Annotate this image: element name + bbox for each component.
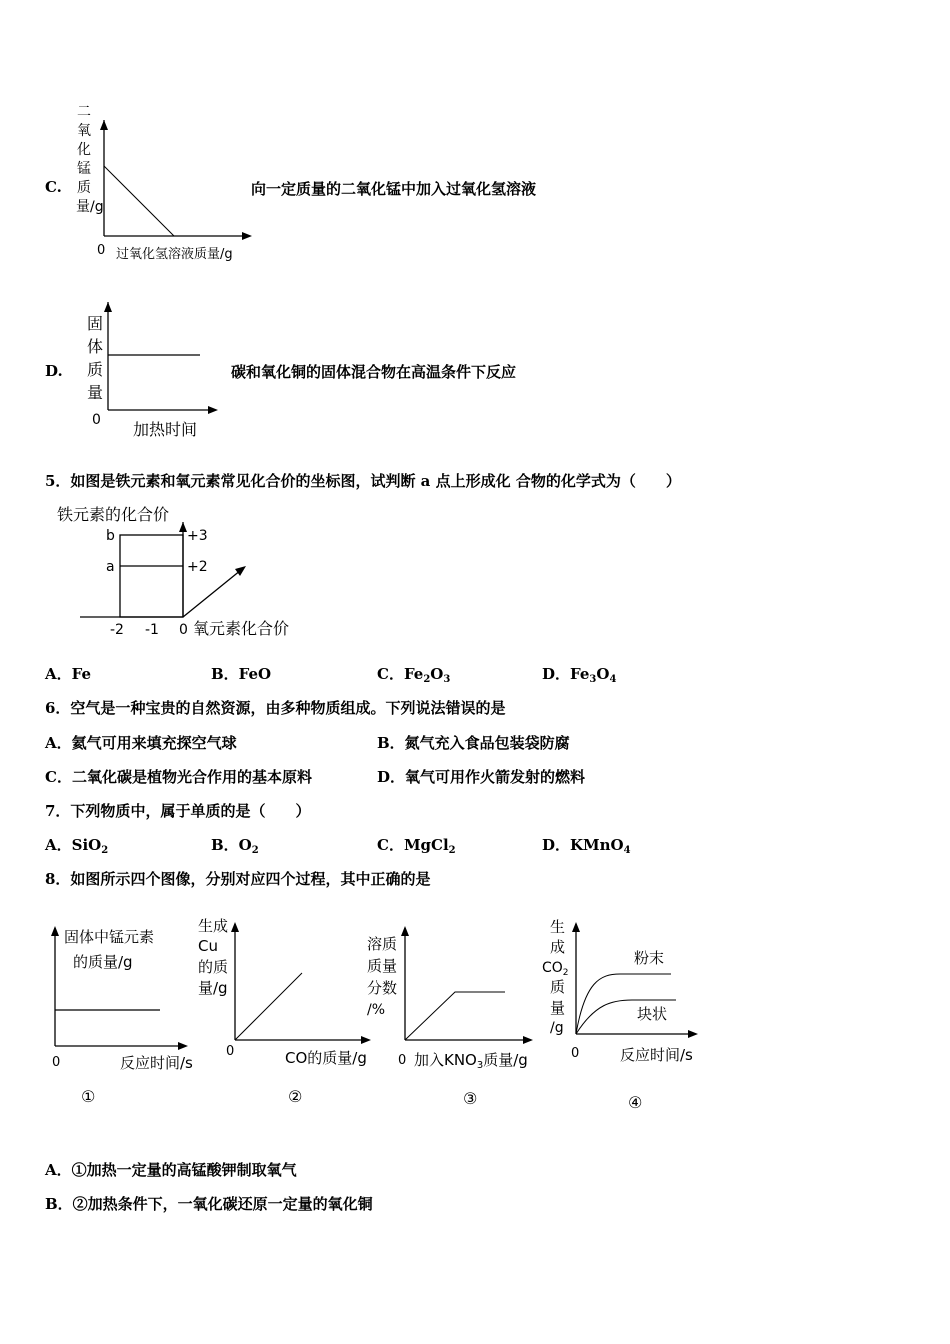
q6-option-c[interactable]: C．二氧化碳是植物光合作用的基本原料	[45, 768, 312, 786]
q4c-y-arrow	[100, 120, 108, 130]
q4c-graph	[96, 118, 256, 248]
q4-option-d-letter: D.	[45, 362, 63, 380]
g4-label-lump: 块状	[637, 1005, 668, 1023]
q4c-graph-ylabel: 二氧化锰质量/g	[76, 104, 104, 215]
q8-graph-2	[195, 912, 380, 1072]
q8-graph-2-number: ②	[288, 1087, 303, 1106]
q8-graph-1-number: ①	[81, 1087, 96, 1106]
q4c-x-arrow	[242, 232, 252, 240]
q8-graph-1	[40, 918, 205, 1078]
q5-label-b: b	[106, 528, 115, 544]
g2-origin: 0	[226, 1044, 235, 1059]
q5-x-axis-diagonal	[183, 570, 241, 617]
g2-ylabel-1: 生成	[198, 917, 229, 935]
q8-option-b[interactable]: B．②加热条件下，一氧化碳还原一定量的氧化铜	[45, 1195, 373, 1213]
q4c-xlabel: 过氧化氢溶液质量/g	[116, 247, 233, 262]
q7-option-d[interactable]: D．KMnO$_4$	[542, 836, 631, 856]
g4-y-arrow	[572, 922, 580, 932]
g4-ylabel-4: 质	[550, 978, 566, 996]
q5-tick-m2: -2	[110, 622, 124, 638]
q7-stem: 7．下列物质中，属于单质的是（ ）	[45, 802, 311, 820]
g4-x-arrow	[688, 1030, 698, 1038]
q4d-graph-ylabel: 固体质量	[86, 314, 103, 402]
g2-xlabel: CO的质量/g	[285, 1049, 367, 1067]
g4-ylabel-5: 量	[550, 999, 566, 1017]
q4d-origin: 0	[92, 412, 101, 428]
g3-curve	[405, 992, 505, 1040]
g3-y-arrow	[401, 926, 409, 936]
q8-option-a[interactable]: A．①加热一定量的高锰酸钾制取氧气	[45, 1161, 297, 1179]
g4-origin: 0	[571, 1046, 580, 1061]
q5-chart	[55, 500, 305, 645]
g3-origin: 0	[398, 1053, 407, 1068]
q8-stem: 8．如图所示四个图像，分别对应四个过程，其中正确的是	[45, 870, 431, 888]
q5-ylabel: 铁元素的化合价	[57, 505, 170, 524]
q5-xlabel: 氧元素化合价	[193, 619, 290, 638]
g3-x-arrow	[523, 1036, 533, 1044]
g4-ylabel-2: 成	[550, 938, 566, 956]
q7-option-a[interactable]: A．SiO$_2$	[45, 836, 109, 856]
g3-ylabel-3: 分数	[367, 979, 398, 997]
q5-label-a: a	[106, 559, 115, 575]
q6-option-b[interactable]: B．氮气充入食品包装袋防腐	[377, 734, 570, 752]
q4d-graph	[100, 300, 225, 415]
q8-graph-3-number: ③	[463, 1089, 478, 1108]
q4c-origin: 0	[97, 243, 106, 258]
g3-ylabel-1: 溶质	[367, 935, 398, 953]
g4-label-powder: 粉末	[634, 949, 665, 967]
q8-graph-3-xlabel: 加入$KNO_3$质量/g	[414, 1051, 528, 1071]
g1-ylabel-2: 的质量/g	[73, 953, 133, 971]
q4c-curve	[104, 166, 174, 236]
g2-ylabel-4: 量/g	[198, 979, 228, 997]
g2-ylabel-2: Cu	[198, 937, 218, 955]
q5-option-c[interactable]: C．$Fe_2O_3$	[377, 665, 451, 685]
q5-label-plus3: +3	[187, 528, 208, 544]
q5-box-b	[120, 535, 183, 617]
q4-option-d-text: 碳和氧化铜的固体混合物在高温条件下反应	[231, 363, 517, 381]
g2-y-arrow	[231, 922, 239, 932]
q5-label-plus2: +2	[187, 559, 208, 575]
q4d-y-arrow	[104, 302, 112, 312]
q6-option-a[interactable]: A．氦气可用来填充探空气球	[45, 734, 237, 752]
q4d-x-arrow	[208, 406, 218, 414]
q6-option-d[interactable]: D．氧气可用作火箭发射的燃料	[377, 768, 586, 786]
g1-origin: 0	[52, 1055, 61, 1070]
q7-option-b[interactable]: B．$O_2$	[211, 836, 259, 856]
g1-ylabel-1: 固体中锰元素	[64, 928, 155, 946]
q8-graph-4	[540, 912, 710, 1072]
g2-ylabel-3: 的质	[198, 958, 229, 976]
q7-option-c[interactable]: C．MgCl$_2$	[377, 836, 456, 856]
q6-stem: 6．空气是一种宝贵的自然资源，由多种物质组成。下列说法错误的是	[45, 699, 506, 717]
g4-curve-powder	[576, 974, 671, 1034]
q5-tick-m1: -1	[145, 622, 159, 638]
g3-ylabel-2: 质量	[367, 957, 398, 975]
q5-tick-0: 0	[179, 622, 188, 638]
g4-ylabel-3: $CO_2$	[542, 960, 569, 978]
g4-ylabel-6: /g	[550, 1020, 564, 1036]
g2-curve	[235, 973, 302, 1040]
q5-x-arrow	[235, 566, 246, 576]
g4-ylabel-1: 生	[550, 918, 566, 936]
g1-x-arrow	[178, 1042, 188, 1050]
g1-xlabel: 反应时间/s	[120, 1054, 193, 1072]
q5-stem: 5．如图是铁元素和氧元素常见化合价的坐标图，试判断 a 点上形成化 合物的化学式为（ ）	[45, 472, 681, 490]
q4-option-c-letter: C.	[45, 178, 62, 196]
g4-xlabel: 反应时间/s	[620, 1046, 693, 1064]
q8-graph-4-number: ④	[628, 1093, 643, 1112]
q5-option-b[interactable]: B．FeO	[211, 665, 272, 683]
q4d-xlabel: 加热时间	[133, 420, 198, 439]
g1-y-arrow	[51, 926, 59, 936]
g3-ylabel-4: /%	[367, 1002, 386, 1018]
q4-option-c-text: 向一定质量的二氧化锰中加入过氧化氢溶液	[251, 180, 537, 198]
q5-option-a[interactable]: A．Fe	[45, 665, 92, 683]
q5-y-arrow	[179, 522, 187, 532]
q5-option-d[interactable]: D．$Fe_3O_4$	[542, 665, 617, 685]
